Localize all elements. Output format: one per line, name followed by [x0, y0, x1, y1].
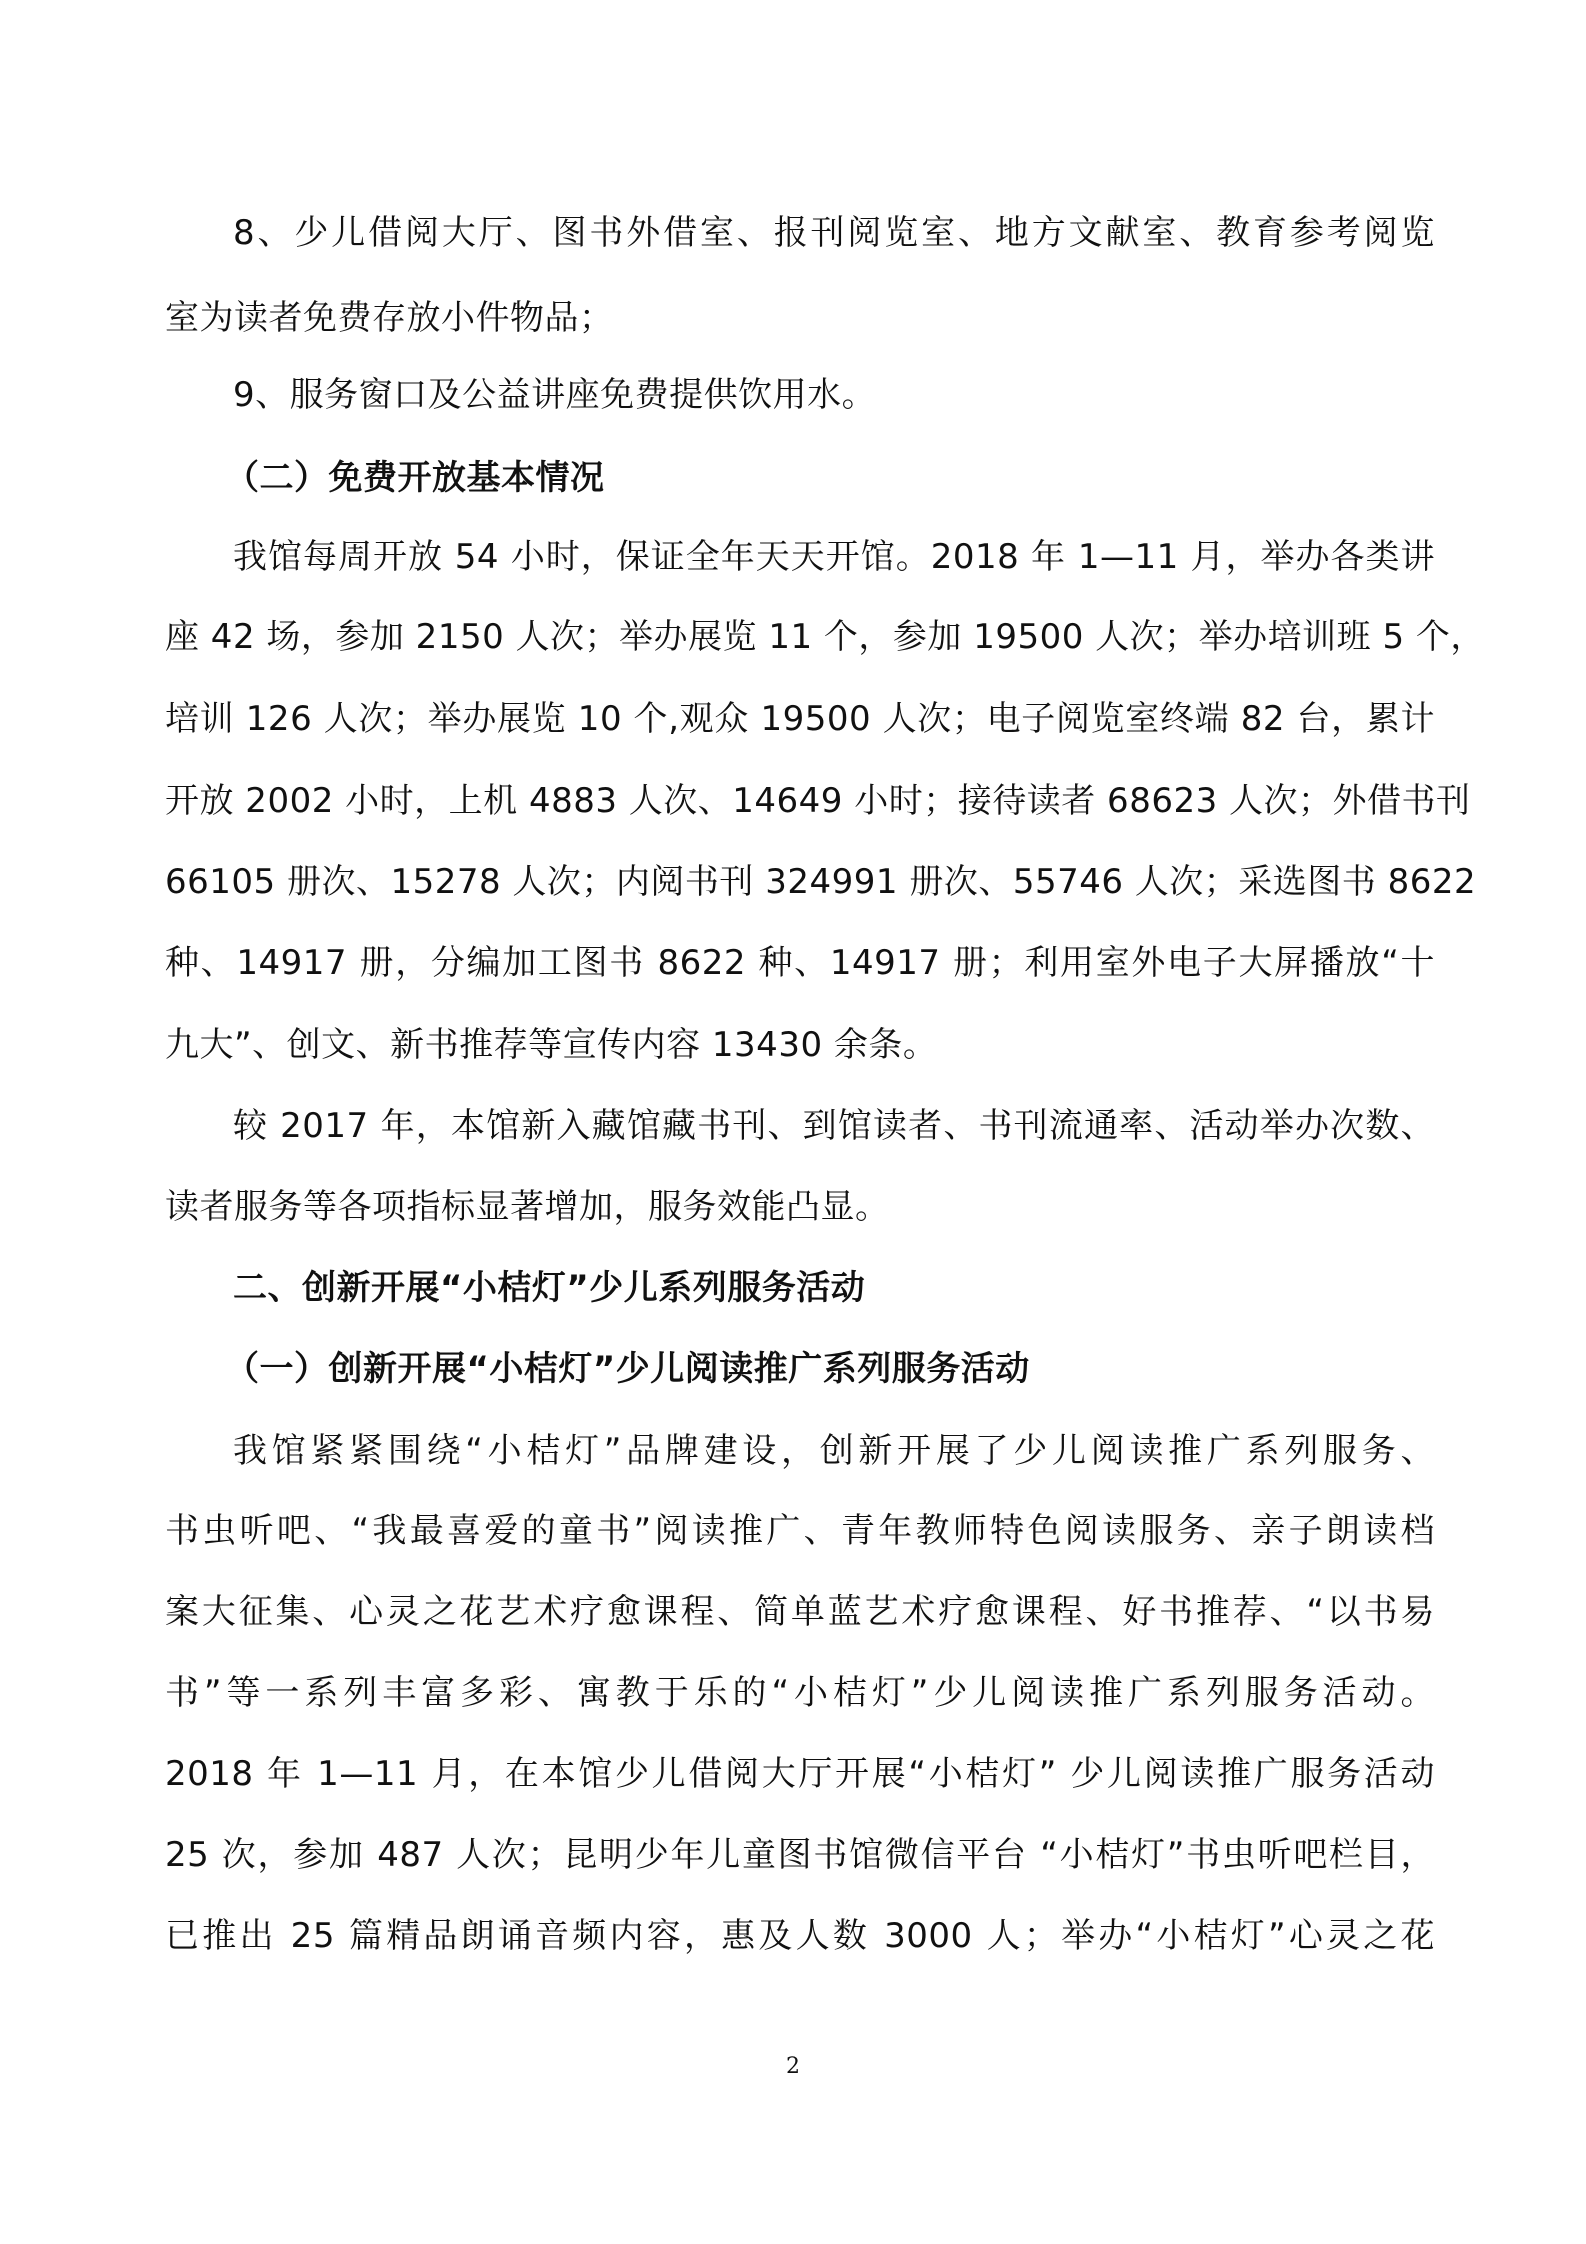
paragraph-line: 书虫听吧、“我最喜爱的童书”阅读推广、青年教师特色阅读服务、亲子朗读档	[165, 1511, 1435, 1551]
paragraph-line: 我馆紧紧围绕“小桔灯”品牌建设，创新开展了少儿阅读推广系列服务、	[233, 1431, 1435, 1471]
paragraph-line: 2018 年 1—11 月，在本馆少儿借阅大厅开展“小桔灯” 少儿阅读推广服务活动	[165, 1754, 1435, 1794]
paragraph-line: 九大”、创文、新书推荐等宣传内容 13430 余条。	[165, 1025, 938, 1065]
paragraph-line: 8、少儿借阅大厅、图书外借室、报刊阅览室、地方文献室、教育参考阅览	[233, 213, 1435, 253]
paragraph-line: 种、14917 册，分编加工图书 8622 种、14917 册；利用室外电子大屏播放“十	[165, 943, 1435, 983]
paragraph-line: 较 2017 年，本馆新入藏馆藏书刊、到馆读者、书刊流通率、活动举办次数、	[233, 1106, 1435, 1146]
paragraph-line: 读者服务等各项指标显著增加，服务效能凸显。	[165, 1187, 890, 1227]
paragraph-line: 案大征集、心灵之花艺术疗愈课程、简单蓝艺术疗愈课程、好书推荐、“以书易	[165, 1592, 1435, 1632]
paragraph-line: 开放 2002 小时，上机 4883 人次、14649 小时；接待读者 68623 人次；外借书刊	[165, 781, 1471, 821]
page-number: 2	[786, 2054, 800, 2079]
paragraph-line: 9、服务窗口及公益讲座免费提供饮用水。	[233, 375, 877, 415]
paragraph-line: 25 次，参加 487 人次；昆明少年儿童图书馆微信平台 “小桔灯”书虫听吧栏目，	[165, 1835, 1435, 1875]
paragraph-line: 室为读者免费存放小件物品；	[165, 298, 614, 338]
paragraph-line: 我馆每周开放 54 小时，保证全年天天开馆。2018 年 1—11 月，举办各类讲	[233, 537, 1435, 577]
paragraph-line: 书”等一系列丰富多彩、寓教于乐的“小桔灯”少儿阅读推广系列服务活动。	[165, 1673, 1435, 1713]
subsection-heading: （一）创新开展“小桔灯”少儿阅读推广系列服务活动	[225, 1349, 1030, 1389]
section-heading: （二）免费开放基本情况	[225, 458, 605, 498]
section-heading: 二、创新开展“小桔灯”少儿系列服务活动	[233, 1268, 866, 1308]
paragraph-line: 66105 册次、15278 人次；内阅书刊 324991 册次、55746 人次；采选图书 8622	[165, 862, 1477, 902]
paragraph-line: 已推出 25 篇精品朗诵音频内容，惠及人数 3000 人；举办“小桔灯”心灵之花	[165, 1916, 1435, 1956]
paragraph-line: 培训 126 人次；举办展览 10 个,观众 19500 人次；电子阅览室终端 82 台，累计	[165, 699, 1435, 739]
paragraph-line: 座 42 场，参加 2150 人次；举办展览 11 个，参加 19500 人次；举办培训班 5 个，	[165, 617, 1485, 657]
